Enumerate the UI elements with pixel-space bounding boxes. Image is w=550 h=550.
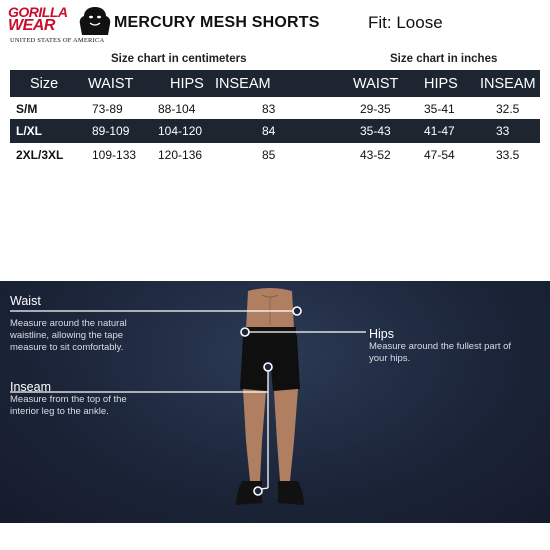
inseam-description: [10, 394, 127, 418]
cell-waist-in: 35-43: [360, 124, 391, 138]
hips-desc-line: Measure around the fullest part of: [369, 341, 512, 352]
inseam-desc-line: Measure from the top of the: [10, 394, 127, 405]
cell-waist-in: 43-52: [360, 148, 391, 162]
cell-inseam-in: 33.5: [496, 148, 520, 162]
cell-inseam-cm: 83: [262, 102, 276, 116]
logo-tagline: UNITED STATES OF AMERICA: [10, 37, 105, 44]
cell-size: L/XL: [16, 124, 42, 138]
header-hips-cm: HIPS: [170, 75, 204, 92]
cell-inseam-in: 33: [496, 124, 510, 138]
header-inseam-in: INSEAM: [480, 75, 536, 92]
logo-wordmark: [8, 6, 68, 32]
cell-hips-cm: 104-120: [158, 124, 203, 138]
cell-hips-cm: 88-104: [158, 102, 196, 116]
waist-description: [10, 318, 127, 354]
cell-inseam-cm: 85: [262, 148, 276, 162]
cell-waist-cm: 109-133: [92, 148, 137, 162]
header-waist-cm: WAIST: [88, 75, 134, 92]
inch-caption: Size chart in inches: [390, 53, 498, 65]
hips-desc-line: your hips.: [369, 353, 411, 364]
hips-description: [369, 341, 511, 365]
cm-caption: Size chart in centimeters: [111, 53, 247, 65]
cell-hips-in: 35-41: [424, 102, 455, 116]
header-hips-in: HIPS: [424, 75, 458, 92]
cell-waist-cm: 89-109: [92, 124, 130, 138]
product-title: MERCURY MESH SHORTS: [114, 14, 320, 31]
logo-line-1: GORILLA: [8, 4, 68, 20]
logo-line-2: WEAR: [8, 17, 55, 34]
waist-title: Waist: [10, 294, 41, 308]
header-inseam-cm: INSEAM: [215, 75, 271, 92]
waist-desc-line: waistline, allowing the tape: [10, 330, 124, 341]
cell-hips-in: 41-47: [424, 124, 455, 138]
inseam-title: Inseam: [10, 380, 51, 394]
table-row: [10, 97, 540, 121]
cell-waist-cm: 73-89: [92, 102, 123, 116]
header-size: Size: [30, 75, 59, 92]
cell-size: 2XL/3XL: [16, 148, 64, 162]
table-header-row: [10, 70, 540, 97]
hips-title: Hips: [369, 327, 395, 341]
fit-label: Fit: Loose: [368, 13, 443, 32]
measurement-guide: [0, 281, 550, 523]
waist-desc-line: Measure around the natural: [10, 318, 127, 329]
bottom-margin: [0, 523, 550, 550]
cell-hips-in: 47-54: [424, 148, 455, 162]
cell-waist-in: 29-35: [360, 102, 391, 116]
table-row: [10, 143, 540, 167]
header-waist-in: WAIST: [353, 75, 399, 92]
cell-inseam-cm: 84: [262, 124, 276, 138]
waist-desc-line: measure to sit comfortably.: [10, 342, 124, 353]
table-row: [10, 119, 540, 143]
cell-inseam-in: 32.5: [496, 102, 520, 116]
cell-size: S/M: [16, 102, 38, 116]
gorilla-icon: [78, 6, 112, 36]
cell-hips-cm: 120-136: [158, 148, 203, 162]
brand-logo: [8, 6, 108, 48]
inseam-desc-line: interior leg to the ankle.: [10, 406, 109, 417]
